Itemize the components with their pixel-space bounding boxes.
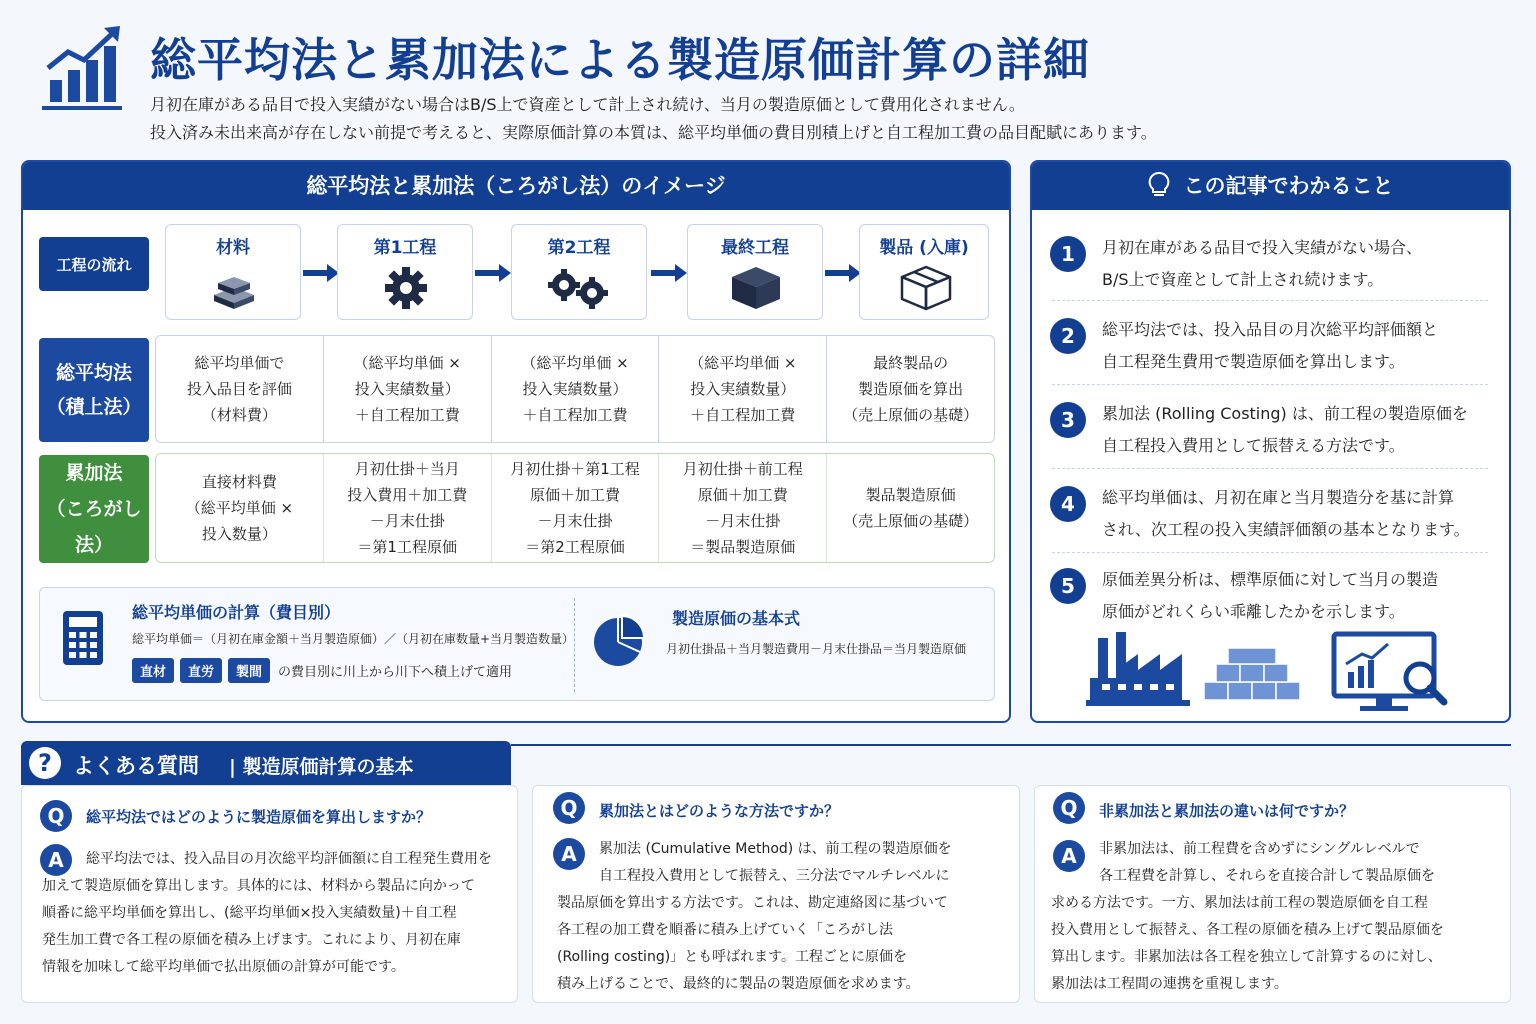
answer-line: 自工程投入費用として振替え、三分法でマルチレベルに	[599, 868, 950, 884]
faq-subtitle: | 製造原価計算の基本	[229, 756, 414, 778]
cell-line: （総平均単価 ×	[353, 354, 461, 372]
cell-line: 原価＋加工費	[697, 486, 788, 504]
faq-answer	[42, 846, 492, 981]
flow-arrow-icon	[473, 262, 513, 284]
tag-direct-labor: 直労	[180, 658, 222, 683]
cell-line: （総平均単価 ×	[185, 499, 294, 517]
cell-line: （売上原価の基礎）	[843, 406, 979, 424]
point-number: 5	[1050, 568, 1086, 604]
step-label: 第1工程	[373, 238, 437, 258]
cost-formula-title: 製造原価の基本式	[672, 609, 801, 628]
point-separator	[1052, 384, 1488, 385]
point-line: 原価がどれくらい乖離したかを示します。	[1102, 602, 1405, 621]
point-number: 2	[1050, 318, 1086, 354]
answer-line: 算出します。非累加法は各工程を独立して計算するのに対し、	[1051, 949, 1442, 965]
point-line: 原価差異分析は、標準原価に対して当月の製造	[1102, 570, 1439, 589]
cum-cell-process-1	[324, 454, 492, 562]
faq-answer	[1051, 836, 1444, 998]
point-line: 総平均単価は、月初在庫と当月製造分を基に計算	[1102, 488, 1455, 507]
cumulative-method-label	[39, 455, 149, 563]
label-line: 総平均法	[55, 362, 132, 384]
q-badge-icon: Q	[40, 800, 72, 832]
answer-line: 投入費用として振替え、各工程の原価を積み上げて製品原価を	[1051, 922, 1444, 938]
pie-chart-icon	[592, 612, 648, 668]
cum-cell-material	[156, 454, 324, 562]
label-line: （積上法）	[46, 396, 142, 418]
cell-line: 総平均単価で	[194, 354, 285, 372]
avg-cell-process-1	[324, 336, 492, 442]
cell-line: ＝第1工程原価	[357, 538, 457, 556]
faq-header	[21, 741, 511, 785]
point-number: 1	[1050, 236, 1086, 272]
faq-question: 非累加法と累加法の違いは何ですか？	[1099, 802, 1355, 820]
answer-line: 加えて製造原価を算出します。具体的には、材料から製品に向かって	[42, 878, 475, 894]
cell-line: 投入実績数量）	[354, 380, 460, 398]
answer-line: 情報を加味して総平均単価で払出原価の計算が可能です。	[42, 959, 405, 975]
cell-line: －月末仕掛	[537, 512, 613, 530]
solid-box-icon	[730, 265, 782, 311]
faq-divider	[511, 744, 1511, 746]
cell-line: 月初仕掛＋当月	[354, 460, 460, 478]
lightbulb-icon	[1148, 171, 1170, 199]
formula-box	[39, 587, 995, 701]
step-label: 材料	[216, 238, 250, 258]
cell-line: －月末仕掛	[705, 512, 781, 530]
point-number: 3	[1050, 402, 1086, 438]
flow-label-text: 工程の流れ	[56, 255, 132, 274]
answer-line: 累加法は工程間の連携を重視します。	[1051, 976, 1288, 992]
method-image-panel	[21, 160, 1011, 723]
page-title: 総平均法と累加法による製造原価計算の詳細	[150, 33, 1090, 87]
answer-line: 総平均法では、投入品目の月次総平均評価額に自工程発生費用を	[86, 851, 492, 867]
step-product	[859, 224, 989, 320]
subtitle-line-1: 月初在庫がある品目で投入実績がない場合はB/S上で資産として計上され続け、当月の製造原価として費用化されません。	[150, 95, 1025, 114]
cum-cell-process-2	[492, 454, 660, 562]
cell-line: ＝製品製造原価	[690, 538, 796, 556]
faq-question: 累加法とはどのような方法ですか？	[599, 802, 840, 820]
cell-line: 最終製品の	[873, 354, 949, 372]
answer-line: 発生加工費で各工程の原価を積み上げます。これにより、月初在庫	[42, 932, 461, 948]
answer-line: 各工程費を計算し、それらを直接合計して製品原価を	[1099, 868, 1435, 884]
method-panel-title: 総平均法と累加法（ころがし法）のイメージ	[23, 162, 1009, 210]
answer-line: (Rolling costing)」とも呼ばれます。工程ごとに原価を	[557, 949, 908, 965]
point-line: 月初在庫がある品目で投入実績がない場合、	[1102, 238, 1423, 257]
tag-direct-material: 直材	[132, 658, 174, 683]
cell-line: （売上原価の基礎）	[843, 512, 979, 530]
a-badge-icon: A	[553, 838, 585, 870]
question-circle-icon: ?	[29, 747, 61, 779]
average-price-formula: 総平均単価＝（月初在庫金額＋当月製造原価）／（月初在庫数量+当月製造数量）	[132, 632, 575, 646]
cost-element-tags	[132, 658, 512, 683]
avg-cell-process-2	[492, 336, 660, 442]
factory-icon	[1086, 632, 1190, 706]
avg-cell-product	[827, 336, 994, 442]
flow-arrow-icon	[301, 262, 341, 284]
a-badge-icon: A	[40, 844, 72, 876]
point-number: 4	[1050, 486, 1086, 522]
point-line: 自工程発生費用で製造原価を算出します。	[1102, 352, 1405, 371]
point-separator	[1052, 468, 1488, 469]
faq-answer	[557, 836, 952, 998]
summary-panel-header	[1032, 162, 1509, 210]
point-separator	[1052, 552, 1488, 553]
cumulative-method-row	[155, 453, 995, 563]
cell-line: 投入実績数量）	[522, 380, 628, 398]
faq-title: よくある質問	[73, 754, 199, 778]
double-gear-icon	[544, 265, 616, 311]
monitor-analysis-icon	[1334, 634, 1444, 711]
q-badge-icon: Q	[1053, 792, 1085, 824]
cell-line: ＝第2工程原価	[525, 538, 625, 556]
average-method-row	[155, 335, 995, 443]
q-badge-icon: Q	[553, 792, 585, 824]
point-line: 自工程投入費用として振替える方法です。	[1102, 436, 1405, 455]
faq-card	[532, 785, 1020, 1003]
material-stack-icon	[210, 265, 258, 311]
cell-line: 投入実績数量）	[690, 380, 796, 398]
step-label: 第2工程	[547, 238, 611, 258]
page-header	[40, 14, 1510, 154]
answer-line: 製品原価を算出する方法です。これは、勘定連絡図に基づいて	[557, 895, 948, 911]
cell-line: 原価＋加工費	[529, 486, 620, 504]
average-price-formula-title: 総平均単価の計算（費目別）	[132, 603, 341, 622]
bar-chart-trend-icon	[40, 22, 126, 112]
cell-line: 月初仕掛＋前工程	[682, 460, 803, 478]
subtitle-line-2: 投入済み未出来高が存在しない前提で考えると、実際原価計算の本質は、総平均単価の費目別積上げと自工程加工費の品目配賦にあります。	[150, 123, 1157, 142]
flow-arrow-icon	[823, 262, 863, 284]
cell-line: ＋自工程加工費	[522, 406, 628, 424]
tag-description: の費目別に川上から川下へ積上げて適用	[278, 665, 513, 680]
cell-line: 直接材料費	[201, 473, 277, 491]
summary-panel-title: この記事でわかること	[1183, 174, 1394, 198]
cell-line: ＋自工程加工費	[690, 406, 796, 424]
factory-inventory-analysis-illustration	[1082, 630, 1462, 716]
gear-icon	[382, 265, 430, 311]
cell-line: 投入品目を評価	[186, 380, 292, 398]
calculator-icon	[62, 610, 104, 666]
cell-line: （材料費）	[201, 406, 277, 424]
cum-cell-product	[827, 454, 994, 562]
point-line: B/S上で資産として計上され続けます。	[1102, 270, 1384, 289]
cell-line: 投入数量）	[201, 525, 277, 543]
point-separator	[1052, 300, 1488, 301]
avg-cell-material	[156, 336, 324, 442]
step-process-1	[337, 224, 473, 320]
answer-line: 求める方法です。一方、累加法は前工程の製造原価を自工程	[1051, 895, 1428, 911]
point-line: 累加法 (Rolling Costing) は、前工程の製造原価を	[1102, 404, 1468, 423]
answer-line: 非累加法は、前工程費を含めずにシングルレベルで	[1099, 841, 1420, 857]
answer-line: 順番に総平均単価を算出し、(総平均単価×投入実績数量)＋自工程	[42, 905, 457, 921]
inventory-boxes-icon	[1204, 648, 1300, 700]
formula-divider	[574, 598, 575, 692]
answer-line: 累加法 (Cumulative Method) は、前工程の製造原価を	[599, 841, 952, 857]
a-badge-icon: A	[1053, 840, 1085, 872]
step-final-process	[687, 224, 823, 320]
article-summary-panel	[1030, 160, 1511, 723]
cell-line: ＋自工程加工費	[354, 406, 460, 424]
cell-line: （総平均単価 ×	[521, 354, 629, 372]
faq-card	[21, 785, 518, 1003]
cell-line: 月初仕掛＋第1工程	[510, 460, 640, 478]
step-material	[165, 224, 301, 320]
tag-overhead: 製間	[228, 658, 270, 683]
answer-line: 積み上げることで、最終的に製品の製造原価を求めます。	[557, 976, 920, 992]
label-line: 累加法	[65, 462, 123, 484]
step-process-2	[511, 224, 647, 320]
faq-question: 総平均法ではどのように製造原価を算出しますか？	[86, 808, 432, 826]
flow-arrow-icon	[649, 262, 689, 284]
outline-box-icon	[900, 265, 952, 311]
faq-card	[1034, 785, 1511, 1003]
average-method-label	[39, 338, 149, 442]
cum-cell-final	[659, 454, 827, 562]
point-line: され、次工程の投入実績評価額の基本となります。	[1102, 520, 1470, 539]
cell-line: 製品製造原価	[865, 486, 956, 504]
cell-line: （総平均単価 ×	[689, 354, 797, 372]
step-label: 製品 (入庫)	[879, 238, 969, 258]
cell-line: －月末仕掛	[369, 512, 445, 530]
cell-line: 製造原価を算出	[858, 380, 964, 398]
step-label: 最終工程	[721, 238, 789, 258]
label-line: （ころがし法）	[46, 498, 142, 556]
avg-cell-final	[659, 336, 827, 442]
cost-formula: 月初仕掛品＋当月製造費用－月末仕掛品＝当月製造原価	[666, 642, 967, 656]
point-line: 総平均法では、投入品目の月次総平均評価額と	[1102, 320, 1439, 339]
cell-line: 投入費用＋加工費	[347, 486, 468, 504]
answer-line: 各工程の加工費を順番に積み上げていく「ころがし法	[557, 922, 893, 938]
flow-row-label	[39, 237, 149, 291]
